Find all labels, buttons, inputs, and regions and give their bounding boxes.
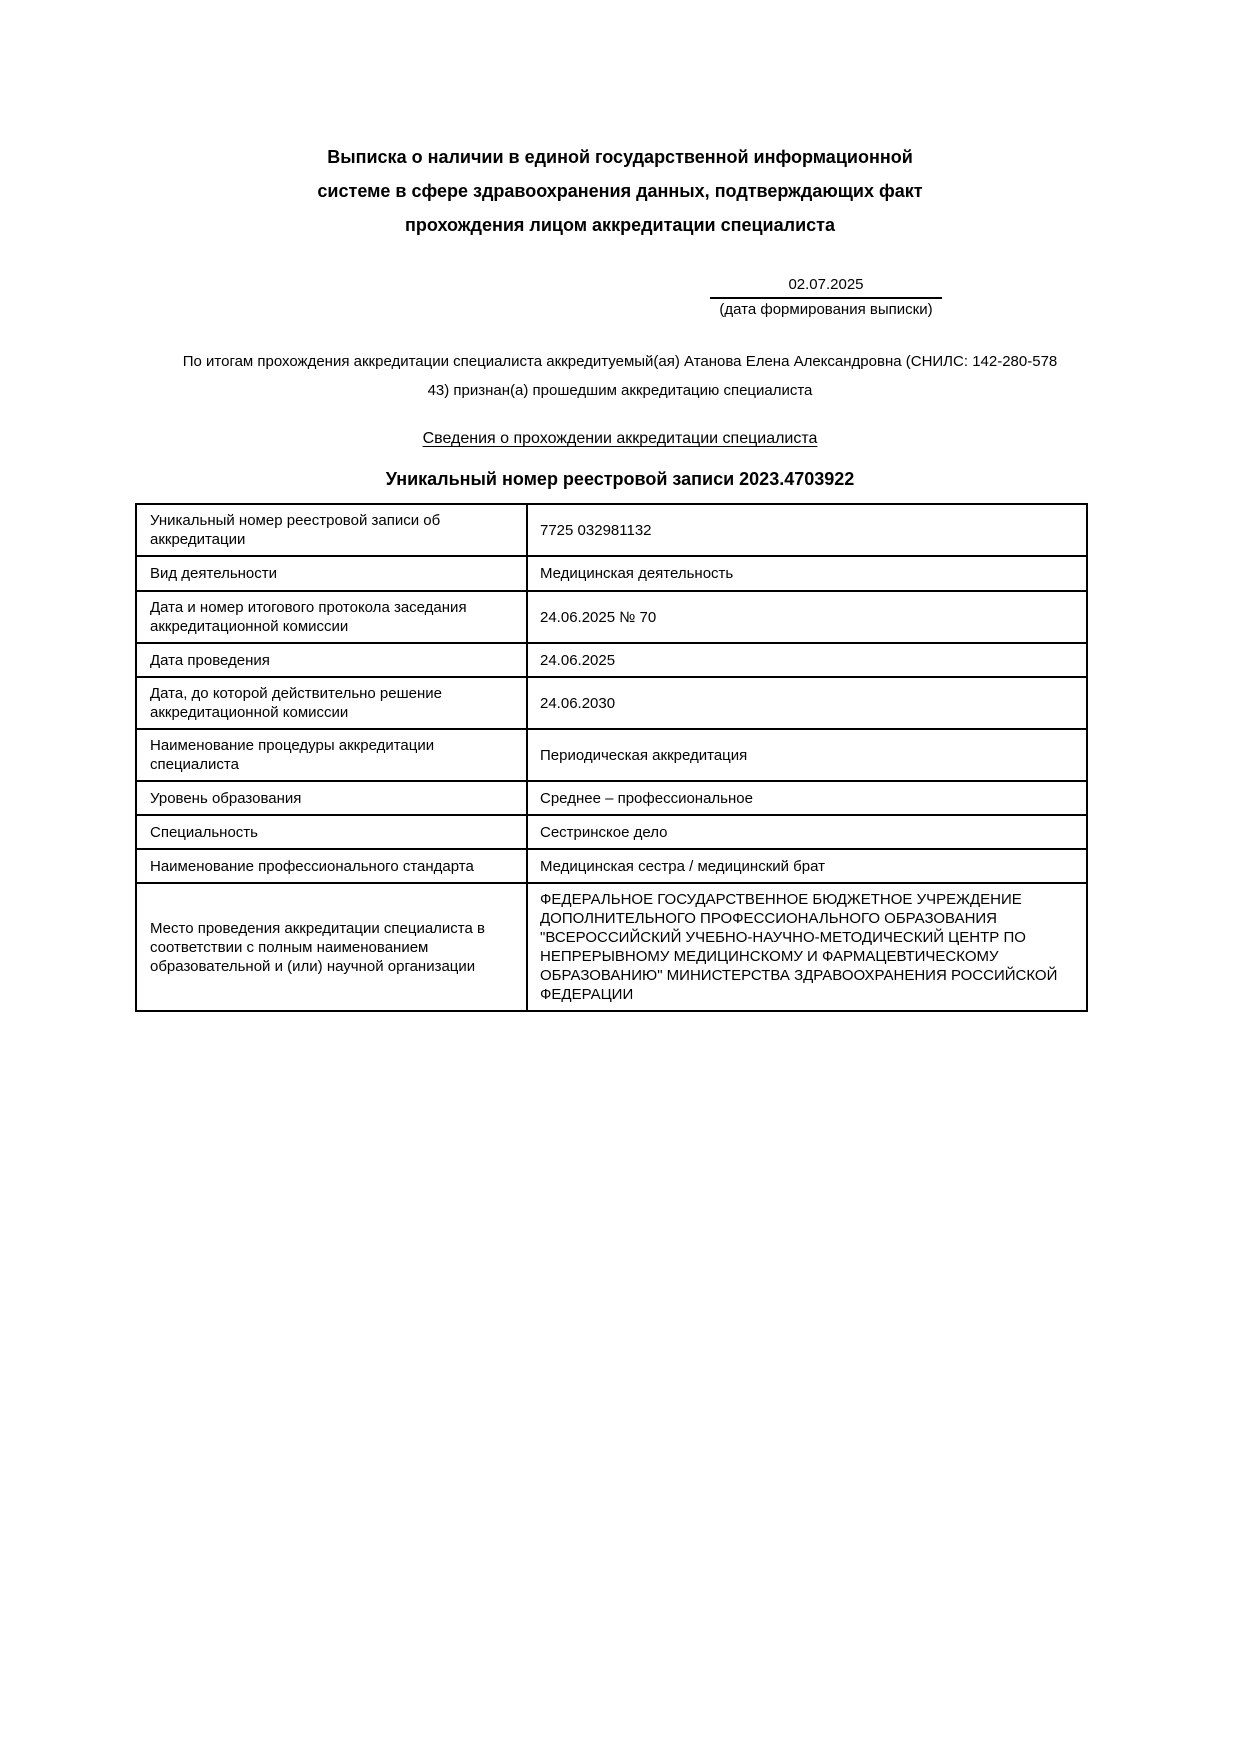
extract-date-block [710, 276, 942, 319]
field-value: ФЕДЕРАЛЬНОЕ ГОСУДАРСТВЕННОЕ БЮДЖЕТНОЕ УЧРЕЖДЕНИЕ ДОПОЛНИТЕЛЬНОГО ПРОФЕССИОНАЛЬНОГО ОБРАЗОВАНИЯ "ВСЕРОССИЙСКИЙ УЧЕБНО-НАУЧНО-МЕТОДИЧЕСКИЙ ЦЕНТР ПО НЕПРЕРЫВНОМУ МЕДИЦИНСКОМУ И ФАРМАЦЕВТИЧЕСКОМУ ОБРАЗОВАНИЮ" МИНИСТЕРСТВА ЗДРАВООХРАНЕНИЯ РОССИЙСКОЙ ФЕДЕРАЦИИ [527, 883, 1087, 1011]
field-value: Сестринское дело [527, 815, 1087, 849]
field-label: Уровень образования [136, 781, 527, 815]
field-label: Наименование процедуры аккредитации специалиста [136, 729, 527, 781]
table-row [136, 591, 1087, 643]
field-label: Уникальный номер реестровой записи об аккредитации [136, 504, 527, 556]
intro-paragraph [0, 347, 1240, 405]
extract-date: 02.07.2025 [710, 276, 942, 299]
accreditation-table [135, 503, 1088, 1012]
field-label: Место проведения аккредитации специалиста в соответствии с полным наименованием образовательной и (или) научной организации [136, 883, 527, 1011]
table-row [136, 677, 1087, 729]
field-value: 24.06.2025 № 70 [527, 591, 1087, 643]
field-label: Специальность [136, 815, 527, 849]
table-row [136, 556, 1087, 591]
field-value: 24.06.2025 [527, 643, 1087, 677]
extract-date-caption: (дата формирования выписки) [719, 301, 933, 318]
registry-number-heading: Уникальный номер реестровой записи 2023.4703922 [385, 469, 855, 489]
table-row [136, 643, 1087, 677]
field-value: 7725 032981132 [527, 504, 1087, 556]
table-row [136, 781, 1087, 815]
section-heading: Сведения о прохождении аккредитации специалиста [422, 430, 818, 447]
intro-line: По итогам прохождения аккредитации специалиста аккредитуемый(ая) Атанова Елена Александровна (СНИЛС: 142-280-578 [182, 353, 1058, 370]
field-value: 24.06.2030 [527, 677, 1087, 729]
table-row [136, 815, 1087, 849]
table-row [136, 729, 1087, 781]
document-title-line: прохождения лицом аккредитации специалиста [405, 215, 835, 235]
field-value: Медицинская деятельность [527, 556, 1087, 591]
field-label: Наименование профессионального стандарта [136, 849, 527, 883]
document-title [0, 140, 1240, 242]
document-title-line: Выписка о наличии в единой государственной информационной [327, 147, 913, 167]
intro-line: 43) признан(а) прошедшим аккредитацию специалиста [427, 382, 813, 399]
field-label: Дата проведения [136, 643, 527, 677]
field-value: Медицинская сестра / медицинский брат [527, 849, 1087, 883]
field-label: Дата и номер итогового протокола заседания аккредитационной комиссии [136, 591, 527, 643]
table-row [136, 504, 1087, 556]
field-value: Среднее – профессиональное [527, 781, 1087, 815]
field-label: Дата, до которой действительно решение аккредитационной комиссии [136, 677, 527, 729]
field-value: Периодическая аккредитация [527, 729, 1087, 781]
document-title-line: системе в сфере здравоохранения данных, подтверждающих факт [317, 181, 923, 201]
field-label: Вид деятельности [136, 556, 527, 591]
table-row [136, 883, 1087, 1011]
table-row [136, 849, 1087, 883]
